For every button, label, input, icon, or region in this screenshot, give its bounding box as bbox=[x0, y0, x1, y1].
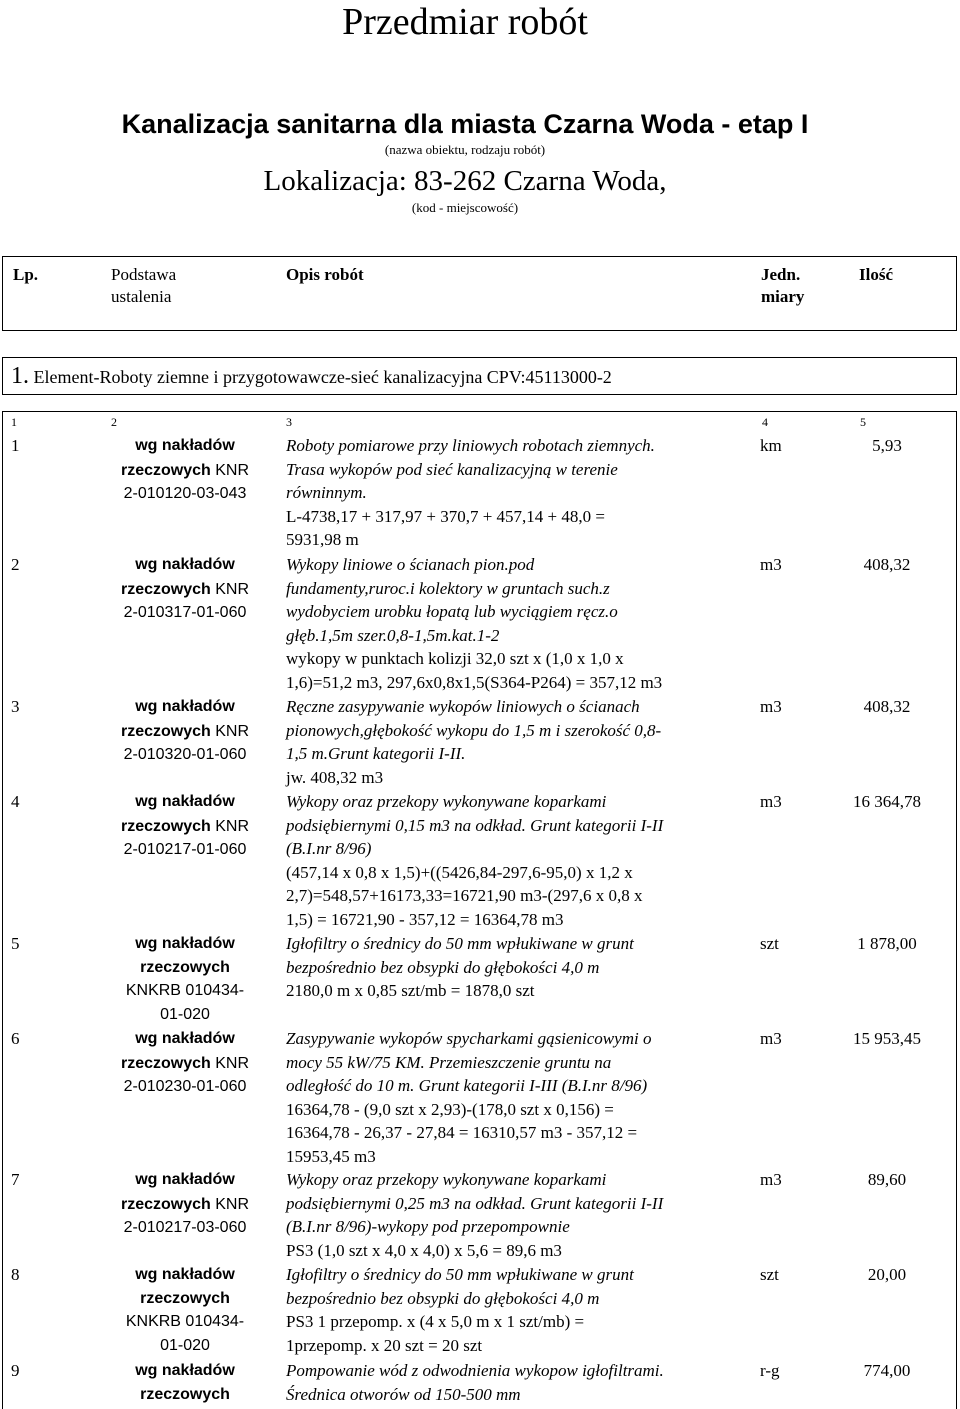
header-quantity: Ilość bbox=[859, 265, 893, 284]
row-quantity: 774,00 bbox=[863, 1361, 911, 1380]
row-description: Wykopy liniowe o ścianach pion.pod fundamenty,ruroc.i kolektory w gruntach such.z wydobyciem urobku łopatą lub wyciągiem ręcz.o głęb.1,5m szer.0,8-1,5m.kat.1-2 wykopy w punktach kolizji 32,0 szt x (1,0 x 1,0 x 1,6)=51,2 m3, 297,6x0,8x1,5(S364-P264) = 357,12 m3 bbox=[286, 555, 663, 692]
row-quantity: 89,60 bbox=[867, 1170, 907, 1189]
row-basis: wg nakładów rzeczowych bbox=[135, 1362, 235, 1403]
row-number: 5 bbox=[11, 934, 20, 953]
page-title: Przedmiar robót bbox=[342, 1, 588, 43]
section-heading bbox=[2, 357, 957, 395]
header-basis: Podstawa ustalenia bbox=[111, 265, 177, 306]
row-basis: wg nakładów rzeczowych KNR 2-010120-03-043 bbox=[120, 437, 250, 502]
row-description: Pompowanie wód z odwodnienia wykopow igłofiltrami. Średnica otworów od 150-500 mm bbox=[286, 1361, 664, 1404]
row-unit: m3 bbox=[760, 697, 782, 716]
row-unit: szt bbox=[760, 1265, 779, 1284]
column-number: 3 bbox=[286, 415, 292, 429]
row-quantity: 5,93 bbox=[872, 436, 902, 455]
column-number: 5 bbox=[860, 415, 866, 429]
table-header bbox=[2, 256, 957, 331]
row-basis: wg nakładów rzeczowych KNR 2-010317-01-060 bbox=[120, 556, 250, 621]
location-title: Lokalizacja: 83-262 Czarna Woda, bbox=[263, 165, 667, 197]
row-basis: wg nakładów rzeczowych KNKRB 010434- 01-020 bbox=[125, 935, 245, 1023]
column-number: 4 bbox=[762, 415, 768, 429]
row-number: 6 bbox=[11, 1029, 20, 1048]
header-lp: Lp. bbox=[13, 265, 39, 284]
project-name: Kanalizacja sanitarna dla miasta Czarna Woda - etap I bbox=[121, 109, 809, 139]
row-number: 4 bbox=[11, 792, 20, 811]
row-basis: wg nakładów rzeczowych KNR 2-010217-01-060 bbox=[120, 793, 250, 858]
row-number: 2 bbox=[11, 555, 20, 574]
row-quantity: 408,32 bbox=[863, 697, 911, 716]
row-quantity: 15 953,45 bbox=[853, 1029, 921, 1048]
header-description: Opis robót bbox=[286, 265, 364, 284]
row-basis: wg nakładów rzeczowych KNR 2-010320-01-060 bbox=[120, 698, 250, 763]
section-number: 1. bbox=[11, 363, 29, 389]
row-description: Zasypywanie wykopów spycharkami gąsienicowymi o mocy 55 kW/75 KM. Przemieszczenie gruntu na odległość do 10 m. Grunt kategorii I-III (B.I.nr 8/96) 16364,78 - (9,0 szt x 2,93)-(178,0 szt x 0,156) = 16364,78 - 26,37 - 27,84 = 16310,57 m3 - 357,12 = 15953,45 m3 bbox=[286, 1029, 652, 1166]
row-number: 1 bbox=[11, 436, 20, 455]
row-number: 9 bbox=[11, 1361, 20, 1380]
row-basis: wg nakładów rzeczowych KNR 2-010217-03-060 bbox=[120, 1171, 250, 1236]
row-quantity: 1 878,00 bbox=[857, 934, 917, 953]
section-title: Element-Roboty ziemne i przygotowawcze-sieć kanalizacyjna CPV:45113000-2 bbox=[33, 367, 612, 387]
header-unit: Jedn. miary bbox=[761, 265, 805, 306]
row-quantity: 20,00 bbox=[867, 1265, 907, 1284]
row-description: Ręczne zasypywanie wykopów liniowych o ścianach pionowych,głębokość wykopu do 1,5 m i szerokość 0,8- 1,5 m.Grunt kategorii I-II. jw. 408,32 m3 bbox=[286, 697, 662, 787]
row-description: Wykopy oraz przekopy wykonywane koparkami podsiębiernymi 0,15 m3 na odkład. Grunt kategorii I-II (B.I.nr 8/96) (457,14 x 0,8 x 1,5)+((5426,84-297,6-95,0) x 1,2 x 2,7)=548,57+16173,33=16721,90 m3-(297,6 x 0,8 x 1,5) = 16721,90 - 357,12 = 16364,78 m3 bbox=[286, 792, 664, 929]
row-unit: m3 bbox=[760, 1029, 782, 1048]
row-unit: km bbox=[760, 436, 782, 455]
row-unit: m3 bbox=[760, 792, 782, 811]
row-number: 3 bbox=[11, 697, 20, 716]
row-quantity: 16 364,78 bbox=[853, 792, 921, 811]
row-unit: m3 bbox=[760, 1170, 782, 1189]
row-quantity: 408,32 bbox=[863, 555, 911, 574]
row-unit: m3 bbox=[760, 555, 782, 574]
row-description: Wykopy oraz przekopy wykonywane koparkami podsiębiernymi 0,25 m3 na odkład. Grunt kategorii I-II (B.I.nr 8/96)-wykopy pod przepompownie PS3 (1,0 szt x 4,0 x 4,0) x 5,6 = 89,6 m3 bbox=[286, 1170, 664, 1260]
column-number: 1 bbox=[11, 415, 17, 429]
row-number: 7 bbox=[11, 1170, 20, 1189]
row-basis: wg nakładów rzeczowych KNKRB 010434- 01-020 bbox=[125, 1266, 245, 1354]
project-name-caption: (nazwa obiektu, rodzaju robót) bbox=[384, 142, 546, 157]
row-description: Igłofiltry o średnicy do 50 mm wpłukiwane w grunt bezpośrednio bez obsypki do głębokości 4,0 m 2180,0 m x 0,85 szt/mb = 1878,0 szt bbox=[286, 934, 634, 1000]
location-caption: (kod - miejscowość) bbox=[411, 200, 519, 215]
row-description: Roboty pomiarowe przy liniowych robotach ziemnych. Trasa wykopów pod sieć kanalizacyjną w terenie równinnym. L-4738,17 + 317,97 + 370,7 + 457,14 + 48,0 = 5931,98 m bbox=[286, 436, 655, 549]
row-description: Igłofiltry o średnicy do 50 mm wpłukiwane w grunt bezpośrednio bez obsypki do głębokości 4,0 m PS3 1 przepomp. x (4 x 5,0 m x 1 szt/mb) = 1przepomp. x 20 szt = 20 szt bbox=[286, 1265, 634, 1355]
row-number: 8 bbox=[11, 1265, 20, 1284]
row-unit: r-g bbox=[760, 1361, 780, 1380]
row-unit: szt bbox=[760, 934, 779, 953]
row-basis: wg nakładów rzeczowych KNR 2-010230-01-060 bbox=[120, 1030, 250, 1095]
column-number: 2 bbox=[111, 415, 117, 429]
